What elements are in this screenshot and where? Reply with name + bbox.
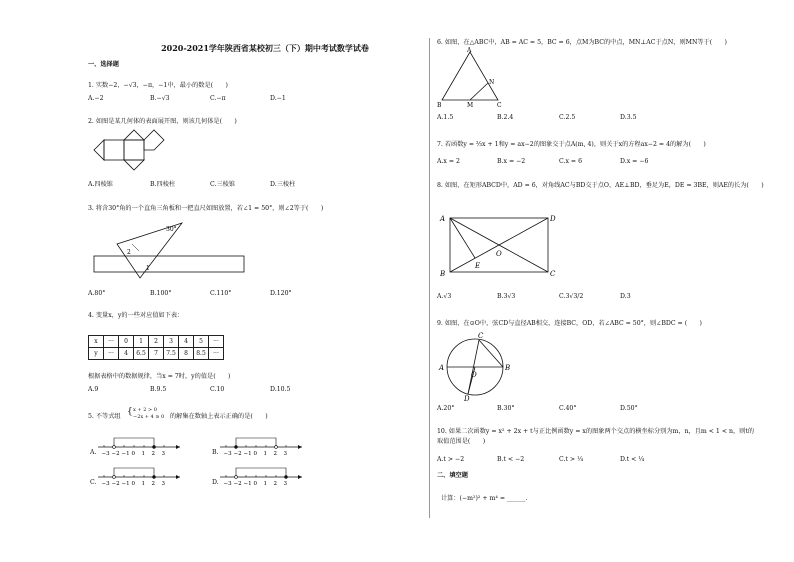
q4-stem: 4. 变量x，y的一些对应值如下表： [88,312,184,319]
q7-option-d: D.x = −6 [620,158,649,165]
q9-option-b: B.30° [497,405,515,412]
section-fill-heading: 二、填空题 [437,472,468,479]
q5-number-line-b [220,433,310,457]
q8-option-c: C.3√3/2 [559,293,584,300]
open-endpoint [113,446,116,449]
q6-option-c: C.2.5 [559,114,576,121]
q9-point-o: O [471,371,477,379]
q6-vertex-a: A [467,47,472,54]
q8-point-o: O [496,250,502,258]
q5-stem-pre: 5. 不等式组 [88,413,121,420]
q5-label-d: D. [212,479,219,486]
open-endpoint [113,476,116,479]
q1-stem: 1. 实数−2，−√3，−π，−1中，最小的数是( ) [88,82,228,89]
q9-point-b: B [505,364,511,372]
number-line-arrow [298,475,302,479]
q3-option-d: D.120° [270,290,292,297]
q5-ineq-2: −2x + 4 ≥ 0 [133,414,165,420]
q8-point-e: E [475,262,481,270]
number-line-tick-label: 2 [273,451,277,457]
number-line-tick-label: −3 [101,481,110,487]
q7-stem: 7. 若函数y = ⅔x + 1和y = ax−2的图象交于点A(m, 4)，则关于x的方程ax−2 = 4的解为( ) [437,141,706,148]
number-line-tick-label: 1 [141,451,145,457]
q1-option-d: D.−1 [270,95,286,102]
solution-bracket [236,468,286,477]
q7-option-b: B.x = −2 [497,158,526,165]
q6-vertex-b: B [437,102,442,109]
number-line-tick-label: −1 [243,481,252,487]
q11-stem: 计算：(−m²)² + m⁴ = ______. [441,495,528,502]
number-line-tick-label: −3 [223,451,232,457]
number-line-tick-label: 1 [141,481,145,487]
q4-option-a: A.9 [88,386,99,393]
q6-option-b: B.2.4 [497,114,514,121]
number-line-tick-label: 0 [131,481,135,487]
q4-question: 根据表格中的数据规律，当x = 7时，y的值是( ) [88,373,231,380]
number-line-tick-label: 0 [253,481,257,487]
q8-vertex-a: A [440,215,446,223]
number-line-tick-label: −3 [223,481,232,487]
q9-point-d: D [464,395,470,403]
q6-triangle-figure [436,48,516,110]
q8-rectangle-figure [438,212,562,282]
column-divider [429,38,430,518]
q5-number-line-c [98,463,188,487]
q5-number-line-d [220,463,310,487]
q8-vertex-b: B [440,270,446,278]
q1-option-c: C.−π [210,95,226,102]
q9-option-d: D.50° [620,405,638,412]
q8-stem: 8. 如图，在矩形ABCD中，AD = 6，对角线AC与BD交于点O，AE⊥BD，垂足为E，DE = 3BE，则AE的长为( ) [437,182,764,189]
q2-option-d: D.三棱柱 [270,181,296,188]
q9-point-a: A [439,364,445,372]
q9-point-c: C [478,332,484,340]
closed-endpoint [153,446,156,449]
q3-option-c: C.110° [210,290,232,297]
q1-option-a: A.−2 [88,95,104,102]
q8-option-d: D.3 [620,293,631,300]
q10-stem-line2: 取值范围是( ) [437,438,486,445]
open-endpoint [275,446,278,449]
q3-ruler-triangle-figure [92,218,252,278]
number-line-tick-label: 0 [131,451,135,457]
number-line-tick-label: −2 [233,481,242,487]
q6-point-m: M [467,102,474,109]
table-row: y ··· 4 6.5 7 7.5 8 8.5 ··· [89,348,224,360]
q1-option-b: B.−√3 [150,95,170,102]
q5-number-line-a [98,433,188,457]
q9-circle-figure [438,333,512,401]
q8-vertex-d: D [550,215,556,223]
q10-option-d: D.t < ¼ [620,456,645,463]
open-endpoint [235,476,238,479]
q7-option-a: A.x = 2 [437,158,460,165]
number-line-tick-label: −2 [233,451,242,457]
q8-option-b: B.3√3 [497,293,516,300]
q2-option-c: C.三棱锥 [210,181,236,188]
number-line-tick-label: −3 [101,451,110,457]
q3-stem: 3. 将含30°角的一个直角三角板和一把直尺如图放置，若∠1 = 50°，则∠2等于( ) [88,205,324,212]
q2-option-a: A.四棱锥 [88,181,113,188]
section-choice-heading: 一、选择题 [88,61,119,68]
q9-option-c: C.40° [559,405,577,412]
q3-option-b: B.100° [150,290,172,297]
q2-stem: 2. 如图是某几何体的表面展开图，则该几何体是( ) [88,118,237,125]
q3-angle-30-label: 30° [166,226,177,233]
q4-option-b: B.9.5 [150,386,167,393]
q6-option-a: A.1.5 [437,114,454,121]
q9-stem: 9. 如图，在⊙O中，弦CD与直径AB相交，连接BC，OD，若∠ABC = 50°，则∠BDC = ( ) [437,320,702,327]
number-line-tick-label: 3 [283,481,287,487]
number-line-tick-label: −1 [243,451,252,457]
q9-option-a: A.20° [437,405,455,412]
q10-option-c: C.t > ¼ [559,456,584,463]
number-line-tick-label: 2 [273,481,277,487]
number-line-tick-label: −1 [121,481,130,487]
q5-stem-post: 的解集在数轴上表示正确的是( ) [170,413,268,420]
q3-option-a: A.80° [88,290,106,297]
number-line-tick-label: −2 [111,481,120,487]
number-line-tick-label: 0 [253,451,257,457]
q4-option-c: C.10 [210,386,225,393]
number-line-tick-label: 1 [263,451,267,457]
number-line-tick-label: 3 [283,451,287,457]
number-line-tick-label: 2 [151,451,155,457]
q8-vertex-c: C [550,270,556,278]
number-line-tick-label: 3 [161,451,165,457]
q6-vertex-c: C [497,102,502,109]
q6-option-d: D.3.5 [620,114,637,121]
q2-option-b: B.四棱柱 [150,181,176,188]
q3-angle-2-label: 2 [127,249,131,256]
closed-endpoint [153,476,156,479]
closed-endpoint [285,476,288,479]
number-line-tick-label: 1 [263,481,267,487]
number-line-tick-label: −2 [111,451,120,457]
number-line-arrow [298,445,302,449]
q7-option-c: C.x = 6 [559,158,583,165]
q5-ineq-1: x + 2 > 0 [133,407,157,413]
closed-endpoint [235,446,238,449]
q2-net-figure [92,128,172,178]
q5-label-c: C. [90,479,97,486]
q5-label-a: A. [90,449,97,456]
q10-stem-line1: 10. 如果二次函数y = x² + 2x + t与正比例函数y = x的图象两个交点的横坐标分别为m，n，且m < 1 < n，则t的 [437,428,755,435]
q3-angle-1-label: 1 [146,265,150,272]
number-line-arrow [176,475,180,479]
q4-option-d: D.10.5 [270,386,291,393]
q10-option-a: A.t > −2 [437,456,465,463]
q6-point-n: N [489,79,495,86]
number-line-tick-label: 3 [161,481,165,487]
number-line-tick-label: −1 [121,451,130,457]
q4-value-table [88,335,224,360]
number-line-arrow [176,445,180,449]
number-line-tick-label: 2 [151,481,155,487]
q10-option-b: B.t < −2 [497,456,525,463]
exam-title: 2020-2021学年陕西省某校初三（下）期中考试数学试卷 [161,43,369,53]
table-row: x ··· 0 1 2 3 4 5 ··· [89,336,224,348]
q5-label-b: B. [212,449,219,456]
q5-brace: { [127,407,133,417]
q8-option-a: A.√3 [437,293,452,300]
q6-stem: 6. 如图，在△ABC中，AB = AC = 5，BC = 6，点M为BC的中点，MN⊥AC于点N，则MN等于( ) [437,39,727,46]
